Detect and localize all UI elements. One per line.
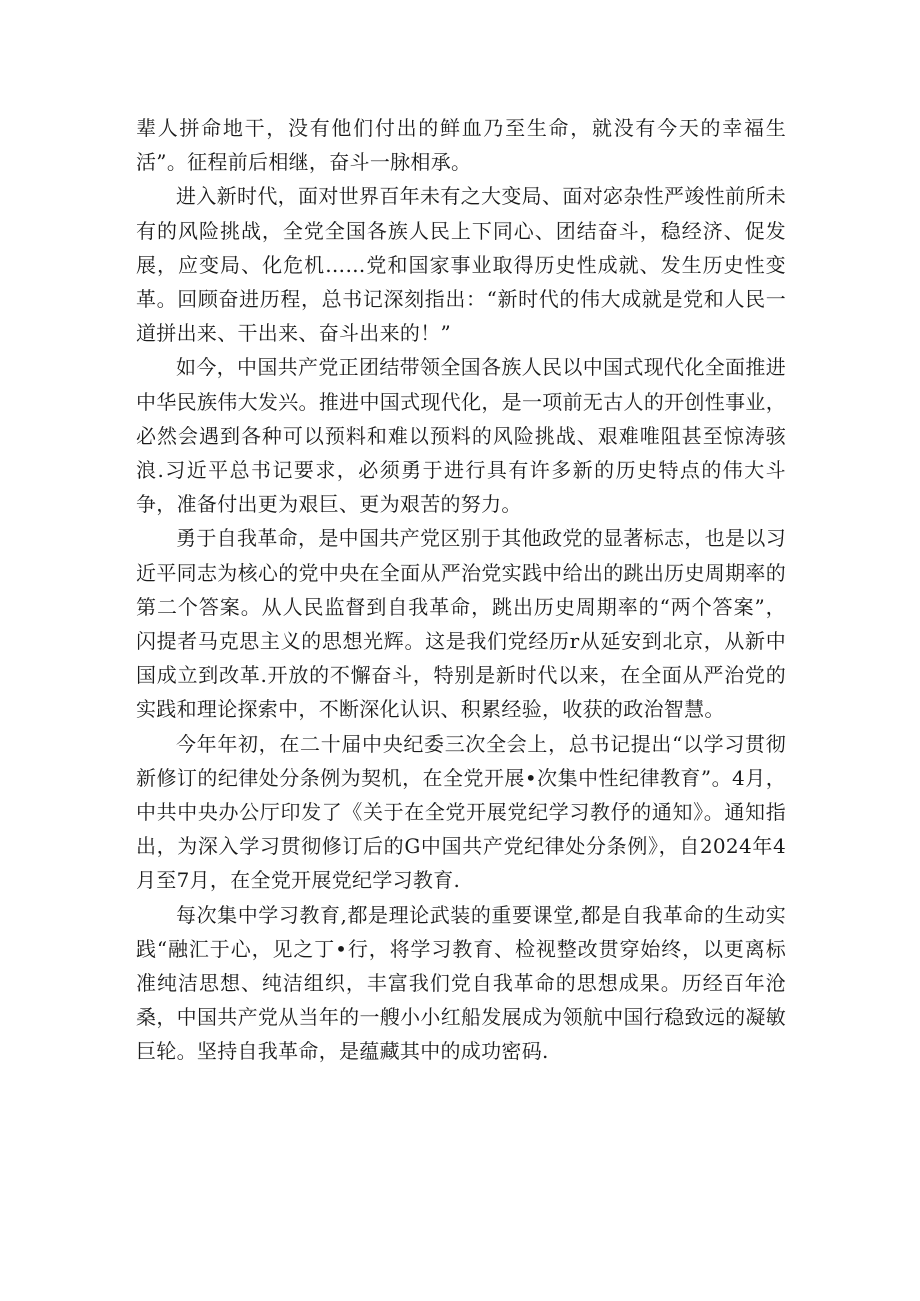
- paragraph-4: 勇于自我革命，是中国共产党区别于其他政党的显著标志，也是以习近平同志为核心的党中央在全面从严治党实践中给出的跳出历史周期率的第二个答案。从人民监督到自我革命，跳出历史周期率的“两个答案”，闪提者马克思主义的思想光辉。这是我们党经历r从延安到北京，从新中国成立到改革.开放的不懈奋斗，特别是新时代以来，在全面从严治党的实践和理论探索中，不断深化认识、积累经验，收获的政治智慧。: [136, 526, 786, 722]
- paragraph-6: 每次集中学习教育,都是理论武装的重要课堂,都是自我革命的生动实践“融汇于心，见之丁•行，将学习教育、检视整改贯穿始终，以更离标准纯洁思想、纯洁组织，丰富我们党自我革命的思想成果。历经百年沧桑，中国共产党从当年的一艘小小红船发展成为领航中国行稳致远的凝敏巨轮。坚持自我革命，是蕴藏其中的成功密码.: [136, 902, 786, 1064]
- document-body: [136, 111, 786, 1069]
- paragraph-3: 如今，中国共产党正团结带领全国各族人民以中国式现代化全面推进中华民族伟大发兴。推进中国式现代化，是一项前无古人的开创性事业，必然会遇到各种可以预料和难以预料的风险挑战、艰难唯阻甚至惊涛骇浪.习近平总书记要求，必须勇于进行具有许多新的历史特点的伟大斗争，准备付出更为艰巨、更为艰苦的努力。: [136, 355, 786, 517]
- paragraph-1: 辈人拼命地干，没有他们付出的鲜血乃至生命，就没有今天的幸福生活”。征程前后相继，奋斗一脉相承。: [136, 116, 786, 175]
- paragraph-2: 进入新时代，面对世界百年未有之大变局、面对宓杂性严竣性前所未有的风险挑战，全党全国各族人民上下同心、团结奋斗，稳经济、促发展，应变局、化危机……党和国家事业取得历史性成就、发生历史性变革。回顾奋进历程，总书记深刻指出：“新时代的伟大成就是党和人民一道拼出来、干出来、奋斗出来的！”: [136, 184, 786, 346]
- paragraph-5: 今年年初，在二十届中央纪委三次全会上，总书记提出“以学习贯彻新修订的纪律处分条例为契机，在全党开展•次集中性纪律教育”。4月，中共中央办公厅印发了《关于在全党开展党纪学习教伃的通知》。通知指出，为深入学习贯彻修订后的G中国共产党纪律处分条例》，自2024年4月至7月，在全党开展党纪学习教育.: [136, 731, 786, 893]
